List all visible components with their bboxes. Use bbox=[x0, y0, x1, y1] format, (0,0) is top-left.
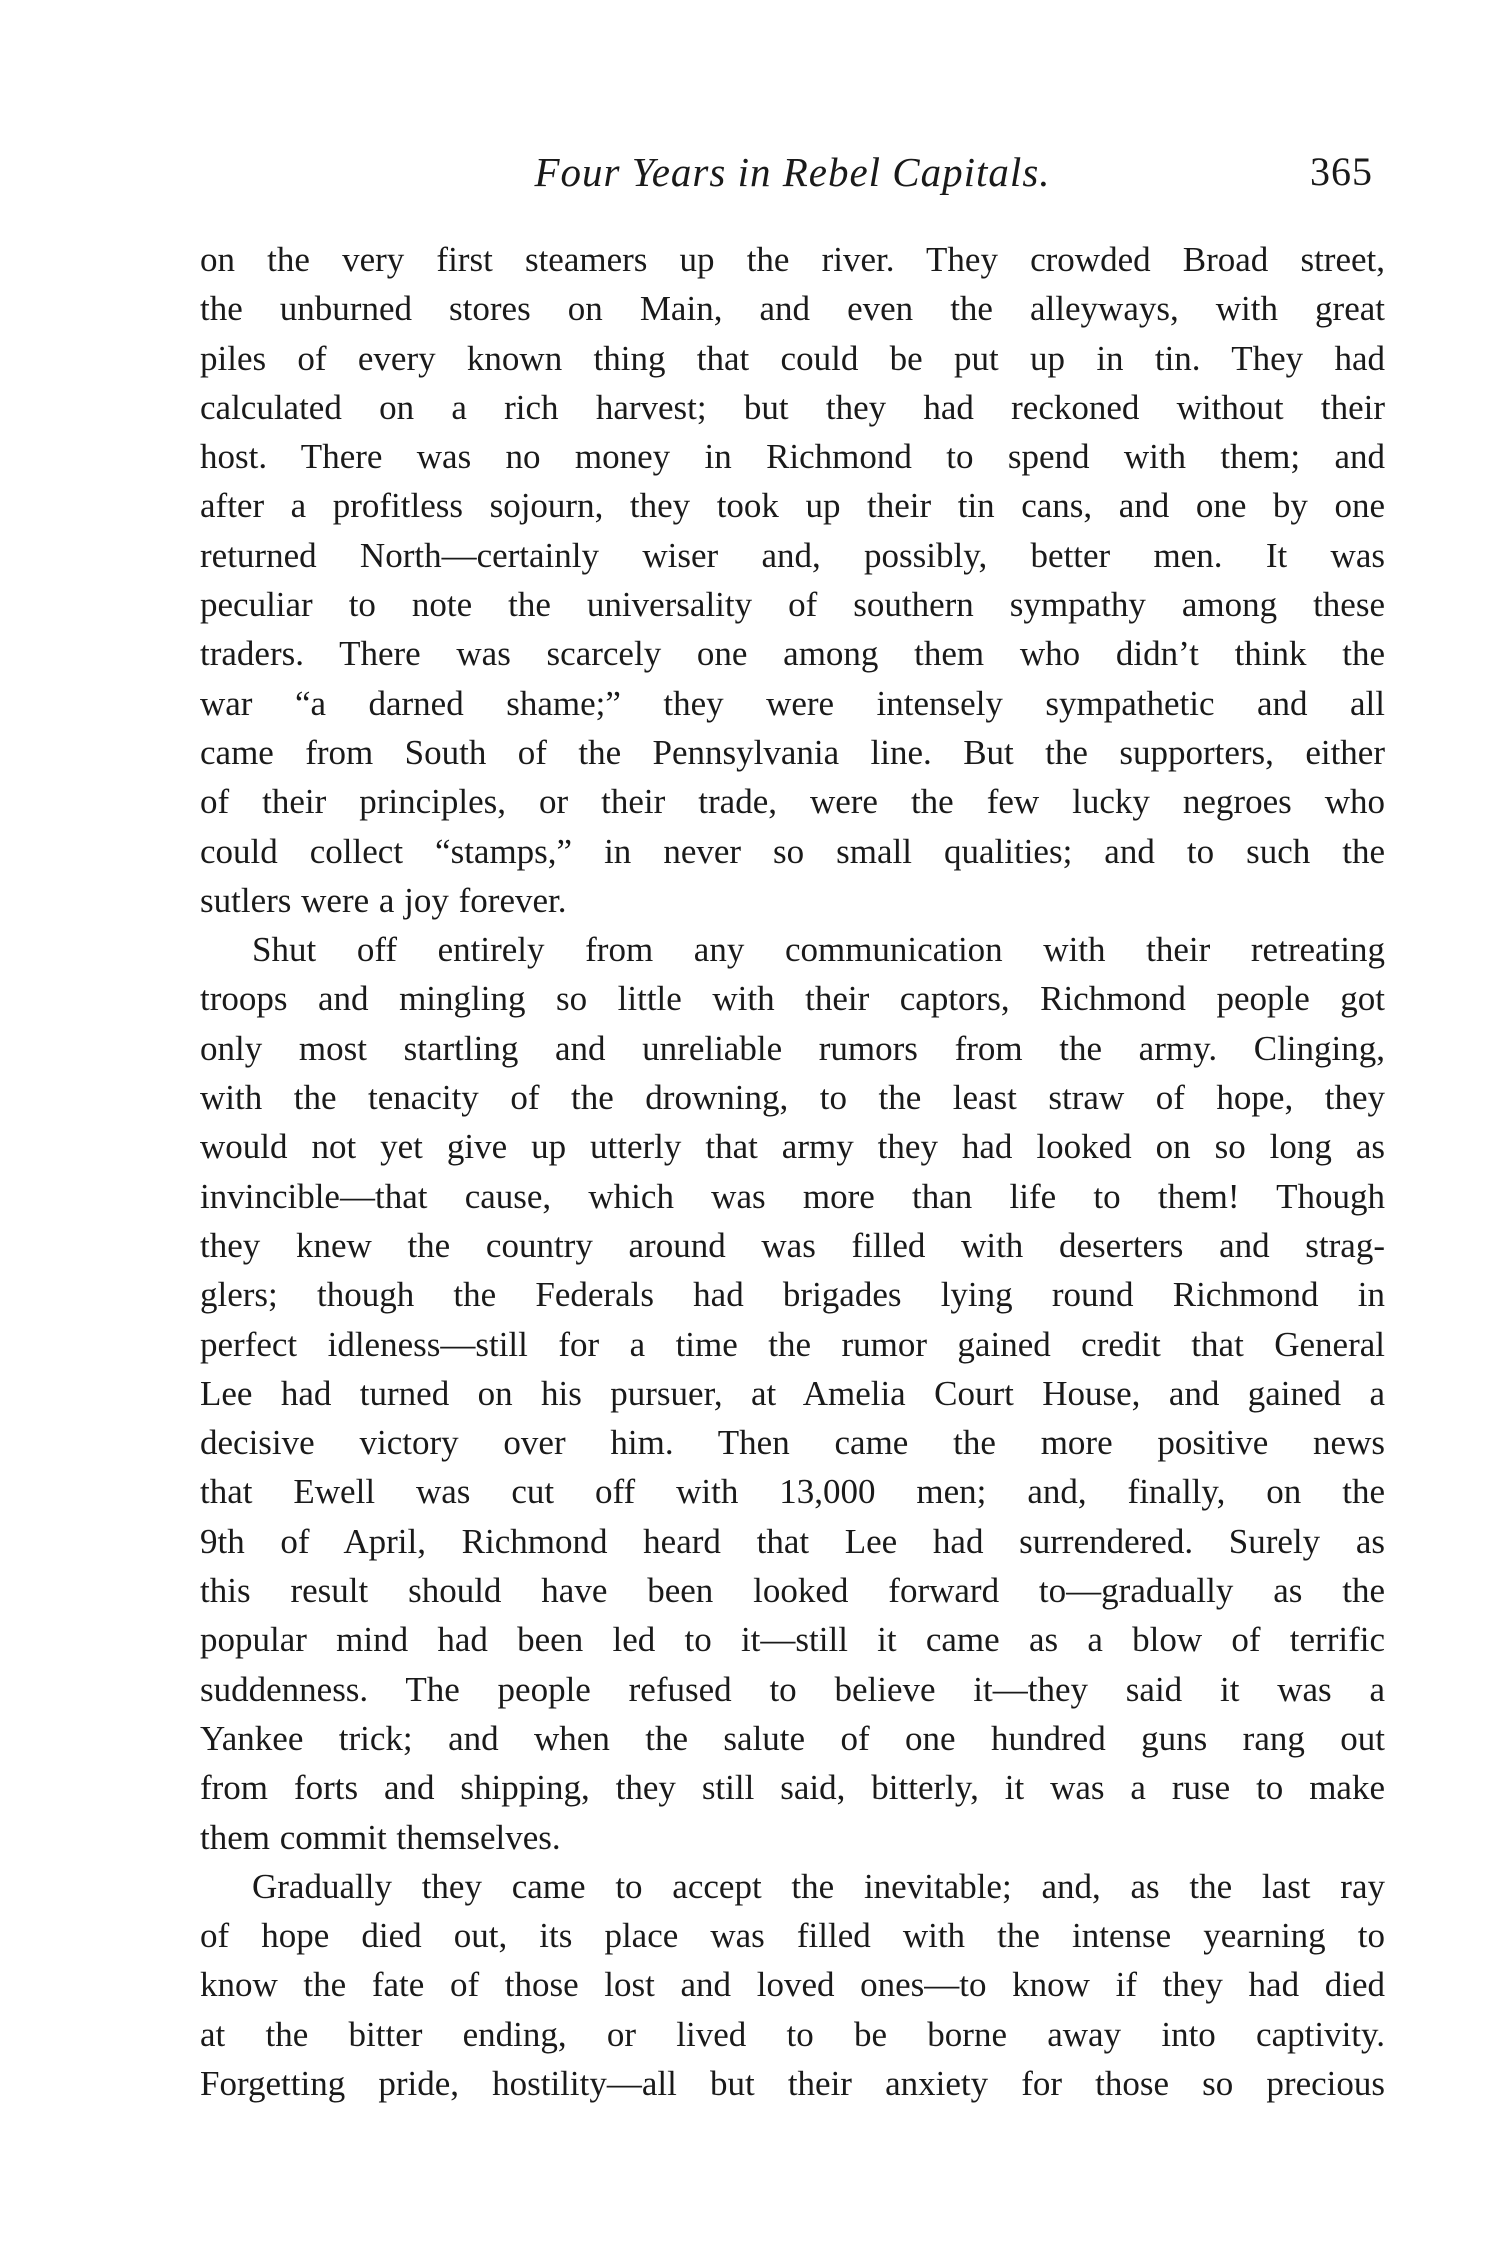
text-line: with the tenacity of the drowning, to the least straw of hope, they bbox=[200, 1078, 1385, 1118]
text-line: they knew the country around was filled with deserters and strag- bbox=[200, 1225, 1385, 1265]
text-line: of their principles, or their trade, were the few lucky negroes who bbox=[200, 782, 1385, 822]
text-line: returned North—certainly wiser and, possibly, better men. It was bbox=[200, 535, 1385, 575]
text-line: troops and mingling so little with their captors, Richmond people got bbox=[200, 979, 1385, 1019]
text-line: know the fate of those lost and loved ones—to know if they had died bbox=[200, 1965, 1385, 2005]
text-line: on the very first steamers up the river. They crowded Broad street, bbox=[200, 240, 1385, 279]
text-body bbox=[200, 235, 1385, 2108]
text-line: invincible—that cause, which was more than life to them! Though bbox=[200, 1176, 1385, 1216]
text-line: after a profitless sojourn, they took up their tin cans, and one by one bbox=[200, 486, 1385, 526]
paragraph-last-line: sutlers were a joy forever. bbox=[200, 880, 567, 920]
text-line: war “a darned shame;” they were intensely sympathetic and all bbox=[200, 683, 1385, 723]
text-line: traders. There was scarcely one among them who didn’t think the bbox=[200, 634, 1385, 674]
text-line: decisive victory over him. Then came the more positive news bbox=[200, 1423, 1385, 1463]
text-line: piles of every known thing that could be put up in tin. They had bbox=[200, 338, 1385, 378]
text-line: glers; though the Federals had brigades lying round Richmond in bbox=[200, 1275, 1385, 1315]
text-line: that Ewell was cut off with 13,000 men; and, finally, on the bbox=[200, 1472, 1385, 1512]
text-line: this result should have been looked forward to—gradually as the bbox=[200, 1571, 1385, 1611]
page-number: 365 bbox=[1310, 149, 1373, 194]
text-line: Yankee trick; and when the salute of one hundred guns rang out bbox=[200, 1718, 1385, 1758]
text-line: came from South of the Pennsylvania line. But the supporters, either bbox=[200, 732, 1385, 772]
text-line: perfect idleness—still for a time the rumor gained credit that General bbox=[200, 1324, 1385, 1364]
running-head bbox=[200, 142, 1385, 202]
text-line: calculated on a rich harvest; but they had reckoned without their bbox=[200, 387, 1385, 427]
text-line: from forts and shipping, they still said, bitterly, it was a ruse to make bbox=[200, 1768, 1385, 1808]
text-line: would not yet give up utterly that army they had looked on so long as bbox=[200, 1127, 1385, 1167]
text-line: of hope died out, its place was filled with the intense yearning to bbox=[200, 1916, 1385, 1956]
paragraph-first-line: Gradually they came to accept the inevitable; and, as the last ray bbox=[252, 1866, 1385, 1906]
text-line: Forgetting pride, hostility—all but their anxiety for those so precious bbox=[200, 2063, 1385, 2103]
paragraph-first-line: Shut off entirely from any communication with their retreating bbox=[252, 930, 1385, 970]
text-line: Lee had turned on his pursuer, at Amelia Court House, and gained a bbox=[200, 1373, 1385, 1413]
paragraph-last-line: them commit themselves. bbox=[200, 1817, 561, 1857]
text-line: suddenness. The people refused to believe it—they said it was a bbox=[200, 1669, 1385, 1709]
text-line: only most startling and unreliable rumors from the army. Clinging, bbox=[200, 1028, 1385, 1068]
text-line: host. There was no money in Richmond to spend with them; and bbox=[200, 437, 1385, 477]
running-title: Four Years in Rebel Capitals. bbox=[534, 149, 1051, 195]
text-line: at the bitter ending, or lived to be borne away into captivity. bbox=[200, 2014, 1385, 2054]
text-line: peculiar to note the universality of southern sympathy among these bbox=[200, 585, 1385, 625]
text-line: could collect “stamps,” in never so small qualities; and to such the bbox=[200, 831, 1385, 871]
text-line: 9th of April, Richmond heard that Lee had surrendered. Surely as bbox=[200, 1521, 1385, 1561]
text-line: popular mind had been led to it—still it came as a blow of terrific bbox=[200, 1620, 1385, 1660]
text-line: the unburned stores on Main, and even the alleyways, with great bbox=[200, 289, 1385, 329]
